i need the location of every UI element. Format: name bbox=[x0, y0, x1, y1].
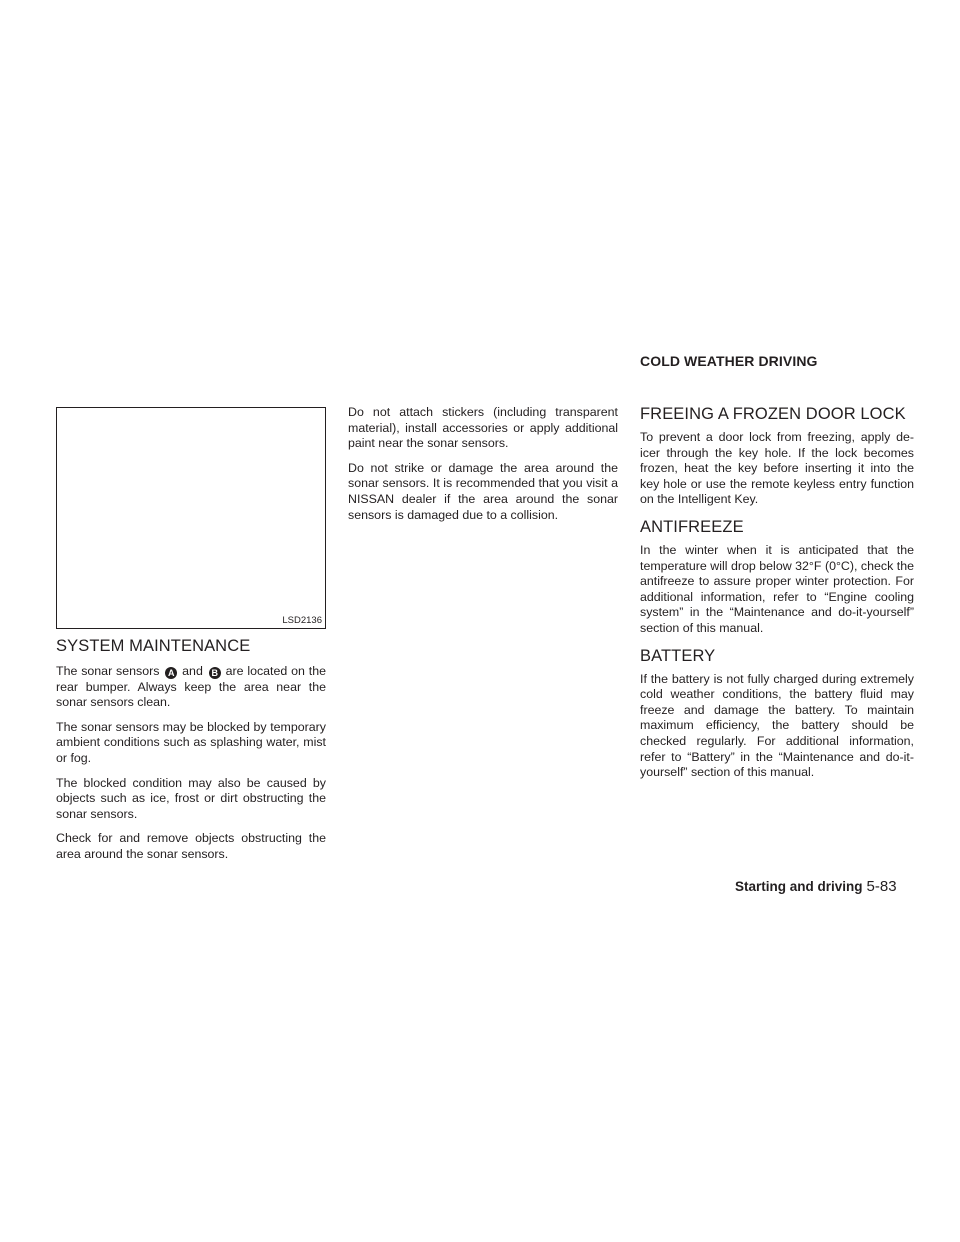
text-span: and bbox=[182, 664, 203, 678]
system-maintenance-text bbox=[56, 664, 326, 863]
paragraph bbox=[56, 664, 326, 711]
marker-a-icon: A bbox=[165, 667, 177, 679]
marker-b-icon: B bbox=[209, 667, 221, 679]
text-span: are located on the rear bumper. Always keep the area near the sonar sensors clean. bbox=[56, 664, 326, 710]
figure-frame bbox=[56, 407, 326, 629]
page-footer bbox=[735, 878, 897, 895]
paragraph: To prevent a door lock from freezing, apply de-icer through the key hole. If the lock becomes frozen, heat the key before inserting it into the key hole or use the remote keyless entry function on the Intelligent Key. bbox=[640, 430, 914, 507]
antifreeze-heading: ANTIFREEZE bbox=[640, 517, 744, 536]
paragraph: In the winter when it is anticipated that the temperature will drop below 32°F (0°C), check the antifreeze to assure proper winter protection. For additional information, refer to “Engine cooling system” in the “Maintenance and do-it-yourself” section of this manual. bbox=[640, 542, 914, 635]
paragraph: Do not attach stickers (including transparent material), install accessories or apply additional paint near the sonar sensors. bbox=[348, 405, 618, 451]
paragraph: The blocked condition may also be caused by objects such as ice, frost or dirt obstructing the sonar sensors. bbox=[56, 775, 326, 821]
frozen-lock-text bbox=[640, 430, 914, 508]
right-column bbox=[640, 404, 914, 790]
antifreeze-text bbox=[640, 543, 914, 637]
page-number: 5-83 bbox=[866, 878, 897, 895]
text-span: The sonar sensors bbox=[56, 664, 160, 678]
battery-heading: BATTERY bbox=[640, 646, 716, 665]
footer-section: Starting and driving bbox=[735, 879, 863, 894]
paragraph: Check for and remove objects obstructing the area around the sonar sensors. bbox=[56, 831, 326, 861]
paragraph: If the battery is not fully charged during extremely cold weather conditions, the battery fluid may freeze and damage the battery. To maintain maximum efficiency, the battery should be checked regularly. For additional information, refer to “Battery” in the “Maintenance and do-it-yourself” section of this manual. bbox=[640, 671, 914, 780]
battery-text bbox=[640, 672, 914, 781]
section-title: COLD WEATHER DRIVING bbox=[640, 353, 818, 369]
system-maintenance-heading: SYSTEM MAINTENANCE bbox=[56, 637, 251, 655]
frozen-lock-heading: FREEING A FROZEN DOOR LOCK bbox=[640, 405, 906, 423]
middle-column bbox=[348, 405, 618, 532]
paragraph: The sonar sensors may be blocked by temporary ambient conditions such as splashing water, mist or fog. bbox=[56, 719, 326, 765]
figure-code: LSD2136 bbox=[282, 615, 322, 626]
left-column bbox=[56, 636, 326, 872]
paragraph: Do not strike or damage the area around the sonar sensors. It is recommended that you visit a NISSAN dealer if the area around the sonar sensors is damaged due to a collision. bbox=[348, 460, 618, 522]
